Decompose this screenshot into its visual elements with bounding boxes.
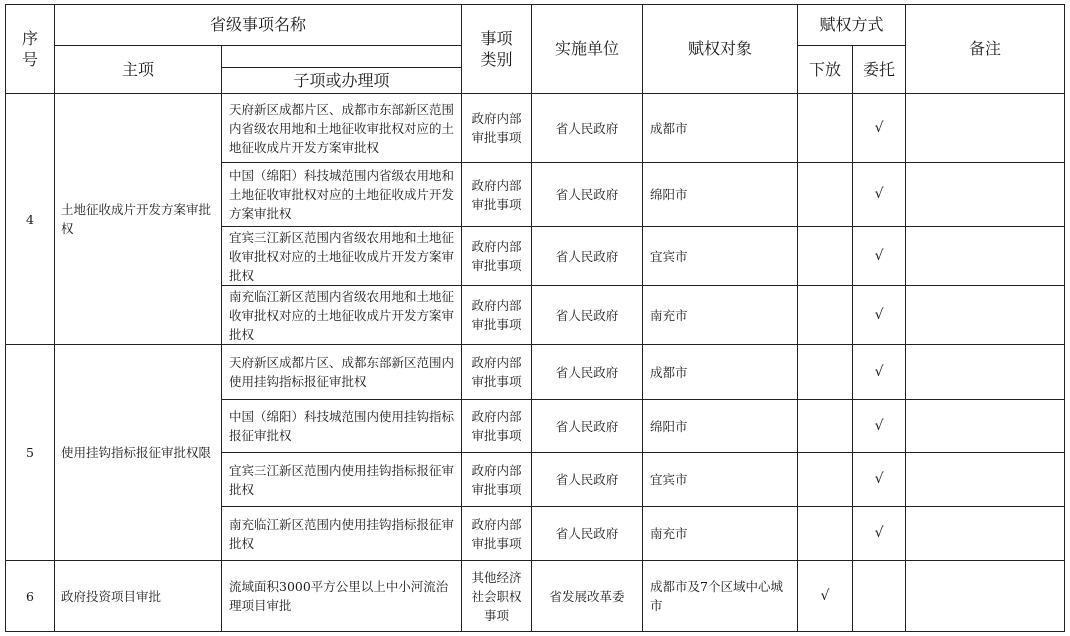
header-delegate-down: 下放 [798, 46, 853, 94]
category-cell: 政府内部审批事项 [462, 507, 532, 561]
unit-cell: 省人民政府 [532, 227, 643, 286]
delegate-down-check [798, 286, 853, 345]
entrust-check [853, 561, 906, 632]
remark-cell [906, 286, 1065, 345]
main-item-cell: 土地征收成片开发方案审批权 [55, 94, 222, 345]
delegate-down-check [798, 345, 853, 400]
delegate-down-check [798, 227, 853, 286]
category-cell: 政府内部审批事项 [462, 286, 532, 345]
header-category: 事项类别 [462, 5, 532, 94]
table-row [6, 94, 1065, 163]
sub-item-cell: 流域面积3000平方公里以上中小河流治理项目审批 [222, 561, 462, 632]
header-sub-spacer [222, 46, 462, 68]
header-unit: 实施单位 [532, 5, 643, 94]
delegate-down-check [798, 453, 853, 507]
target-cell: 成都市 [643, 94, 798, 163]
entrust-check: √ [853, 507, 906, 561]
header-name-group: 省级事项名称 [55, 5, 462, 46]
category-cell: 政府内部审批事项 [462, 345, 532, 400]
header-entrust: 委托 [853, 46, 906, 94]
entrust-check: √ [853, 227, 906, 286]
target-cell: 宜宾市 [643, 453, 798, 507]
target-cell: 绵阳市 [643, 163, 798, 227]
unit-cell: 省人民政府 [532, 286, 643, 345]
delegate-down-check [798, 163, 853, 227]
sub-item-cell: 南充临江新区范围内省级农用地和土地征收审批权对应的土地征收成片开发方案审批权 [222, 286, 462, 345]
seq-cell: 4 [6, 94, 55, 345]
target-cell: 成都市及7个区域中心城市 [643, 561, 798, 632]
sub-item-cell: 天府新区成都片区、成都东部新区范围内使用挂钩指标报征审批权 [222, 345, 462, 400]
sub-item-cell: 宜宾三江新区范围内使用挂钩指标报征审批权 [222, 453, 462, 507]
entrust-check: √ [853, 286, 906, 345]
main-item-cell: 政府投资项目审批 [55, 561, 222, 632]
target-cell: 南充市 [643, 286, 798, 345]
remark-cell [906, 94, 1065, 163]
unit-cell: 省人民政府 [532, 94, 643, 163]
entrust-check: √ [853, 345, 906, 400]
seq-cell: 6 [6, 561, 55, 632]
header-method-group: 赋权方式 [798, 5, 906, 46]
category-cell: 政府内部审批事项 [462, 94, 532, 163]
sub-item-cell: 天府新区成都片区、成都市东部新区范围内省级农用地和土地征收审批权对应的土地征收成片开发方案审批权 [222, 94, 462, 163]
delegate-down-check [798, 94, 853, 163]
main-item-cell: 使用挂钩指标报征审批权限 [55, 345, 222, 561]
category-cell: 政府内部审批事项 [462, 227, 532, 286]
target-cell: 宜宾市 [643, 227, 798, 286]
header-main: 主项 [55, 46, 222, 94]
sub-item-cell: 中国（绵阳）科技城范围内省级农用地和土地征收审批权对应的土地征收成片开发方案审批权 [222, 163, 462, 227]
header-target: 赋权对象 [643, 5, 798, 94]
entrust-check: √ [853, 453, 906, 507]
unit-cell: 省人民政府 [532, 345, 643, 400]
target-cell: 南充市 [643, 507, 798, 561]
header-remark: 备注 [906, 5, 1065, 94]
remark-cell [906, 561, 1065, 632]
unit-cell: 省发展改革委 [532, 561, 643, 632]
category-cell: 政府内部审批事项 [462, 163, 532, 227]
entrust-check: √ [853, 163, 906, 227]
remark-cell [906, 400, 1065, 453]
remark-cell [906, 507, 1065, 561]
remark-cell [906, 345, 1065, 400]
sub-item-cell: 宜宾三江新区范围内省级农用地和土地征收审批权对应的土地征收成片开发方案审批权 [222, 227, 462, 286]
delegation-table [5, 4, 1065, 632]
unit-cell: 省人民政府 [532, 507, 643, 561]
target-cell: 绵阳市 [643, 400, 798, 453]
entrust-check: √ [853, 94, 906, 163]
unit-cell: 省人民政府 [532, 163, 643, 227]
delegate-down-check [798, 400, 853, 453]
unit-cell: 省人民政府 [532, 453, 643, 507]
delegate-down-check [798, 507, 853, 561]
remark-cell [906, 227, 1065, 286]
table-row [6, 345, 1065, 400]
header-seq: 序号 [6, 5, 55, 94]
remark-cell [906, 453, 1065, 507]
table-row [6, 561, 1065, 632]
target-cell: 成都市 [643, 345, 798, 400]
entrust-check: √ [853, 400, 906, 453]
sub-item-cell: 中国（绵阳）科技城范围内使用挂钩指标报征审批权 [222, 400, 462, 453]
category-cell: 政府内部审批事项 [462, 453, 532, 507]
unit-cell: 省人民政府 [532, 400, 643, 453]
seq-cell: 5 [6, 345, 55, 561]
category-cell: 政府内部审批事项 [462, 400, 532, 453]
sub-item-cell: 南充临江新区范围内使用挂钩指标报征审批权 [222, 507, 462, 561]
header-sub: 子项或办理项 [222, 68, 462, 94]
remark-cell [906, 163, 1065, 227]
category-cell: 其他经济社会职权事项 [462, 561, 532, 632]
delegate-down-check: √ [798, 561, 853, 632]
